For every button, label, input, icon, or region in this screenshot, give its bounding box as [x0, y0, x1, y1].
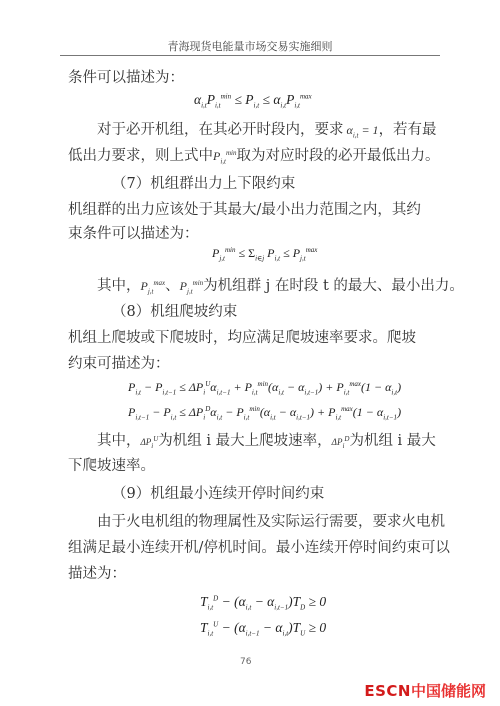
watermark-logo: ESCN中国储能网: [364, 682, 486, 700]
section-heading: （8）机组爬坡约束: [112, 304, 238, 320]
text-line: 低出力要求，则上式中$P_{i,t}^{min}$取为对应时段的必开最低出力。: [68, 148, 440, 166]
text-line: 约束可描述为：: [68, 356, 170, 372]
inline-formula: $\alpha_{i,t} = 1$: [343, 123, 379, 140]
text-line: 描述为：: [68, 566, 126, 582]
inline-formula: $P_{j,t}^{max}$: [140, 279, 166, 296]
section-heading: （7）机组群出力上下限约束: [112, 176, 296, 192]
formula-min-on: $T_{i,t}^U - (\alpha_{i,t-1} - \alpha_{i,t})T_U \ge 0$: [200, 620, 327, 638]
header-rule: [60, 55, 440, 56]
formula-ramp-down: $P_{i,t-1} - P_{i,t} \le \Delta P_i^D\alpha_{i,t} - P_{i,t}^{min}(\alpha_{i,t} - \alpha_{i,t-1}) + P_{i,t}^{max}(1 - \alpha_{i,t-1})$: [128, 405, 402, 422]
formula-output-bounds: $\alpha_{i,t}P_{i,t}^{min} \le P_{i,t} \le \alpha_{i,t}P_{i,t}^{max}$: [194, 92, 312, 110]
text-line: 由于火电机组的物理属性及实际运行需要，要求火电机: [97, 514, 445, 530]
inline-formula: $\Delta P_i^D$: [331, 435, 350, 450]
formula-ramp-up: $P_{i,t} - P_{i,t-1} \le \Delta P_i^U\alpha_{i,t-1} + P_{i,t}^{min}(\alpha_{i,t} - \alpha_{i,t-1}) + P_{i,t}^{max}(1 - \alpha_{i,t})$: [128, 380, 402, 397]
inline-formula: $P_{i,t}^{min}$: [213, 149, 237, 166]
text-line: 机组上爬坡或下爬坡时，均应满足爬坡速率要求。爬坡: [68, 330, 416, 346]
inline-formula: $\Delta P_i^U$: [140, 435, 159, 450]
formula-group-bounds: $P_{j,t}^{min} \le \Sigma_{i\in j}$ $P_{i,t} \le P_{j,t}^{max}$: [212, 246, 318, 263]
inline-formula: $P_{j,t}^{min}$: [179, 279, 204, 296]
text-line: 其中，$\Delta P_i^U$为机组 i 最大上爬坡速率，$\Delta P_i^D$为机组 i 最大: [97, 433, 436, 450]
text-line: 条件可以描述为：: [68, 70, 184, 86]
text-line: 组满足最小连续开机/停机时间。最小连续开停时间约束可以: [68, 540, 450, 556]
section-heading: （9）机组最小连续开停时间约束: [112, 486, 325, 502]
page-number: 76: [240, 657, 252, 667]
text-line: 其中，$P_{j,t}^{max}$、$P_{j,t}^{min}$为机组群 j 在时段 t 的最大、最小出力。: [97, 278, 464, 296]
text-line: 束条件可以描述为：: [68, 226, 199, 242]
formula-min-off: $T_{i,t}^D - (\alpha_{i,t} - \alpha_{i,t-1})T_D \ge 0$: [200, 594, 327, 612]
text-line: 对于必开机组，在其必开时段内，要求 $\alpha_{i,t} = 1$，若有最: [97, 122, 437, 140]
text-line: 机组群的出力应该处于其最大/最小出力范围之内，其约: [68, 202, 421, 218]
page-header: 青海现货电能量市场交易实施细则: [167, 40, 333, 53]
text-line: 下爬坡速率。: [68, 458, 155, 474]
